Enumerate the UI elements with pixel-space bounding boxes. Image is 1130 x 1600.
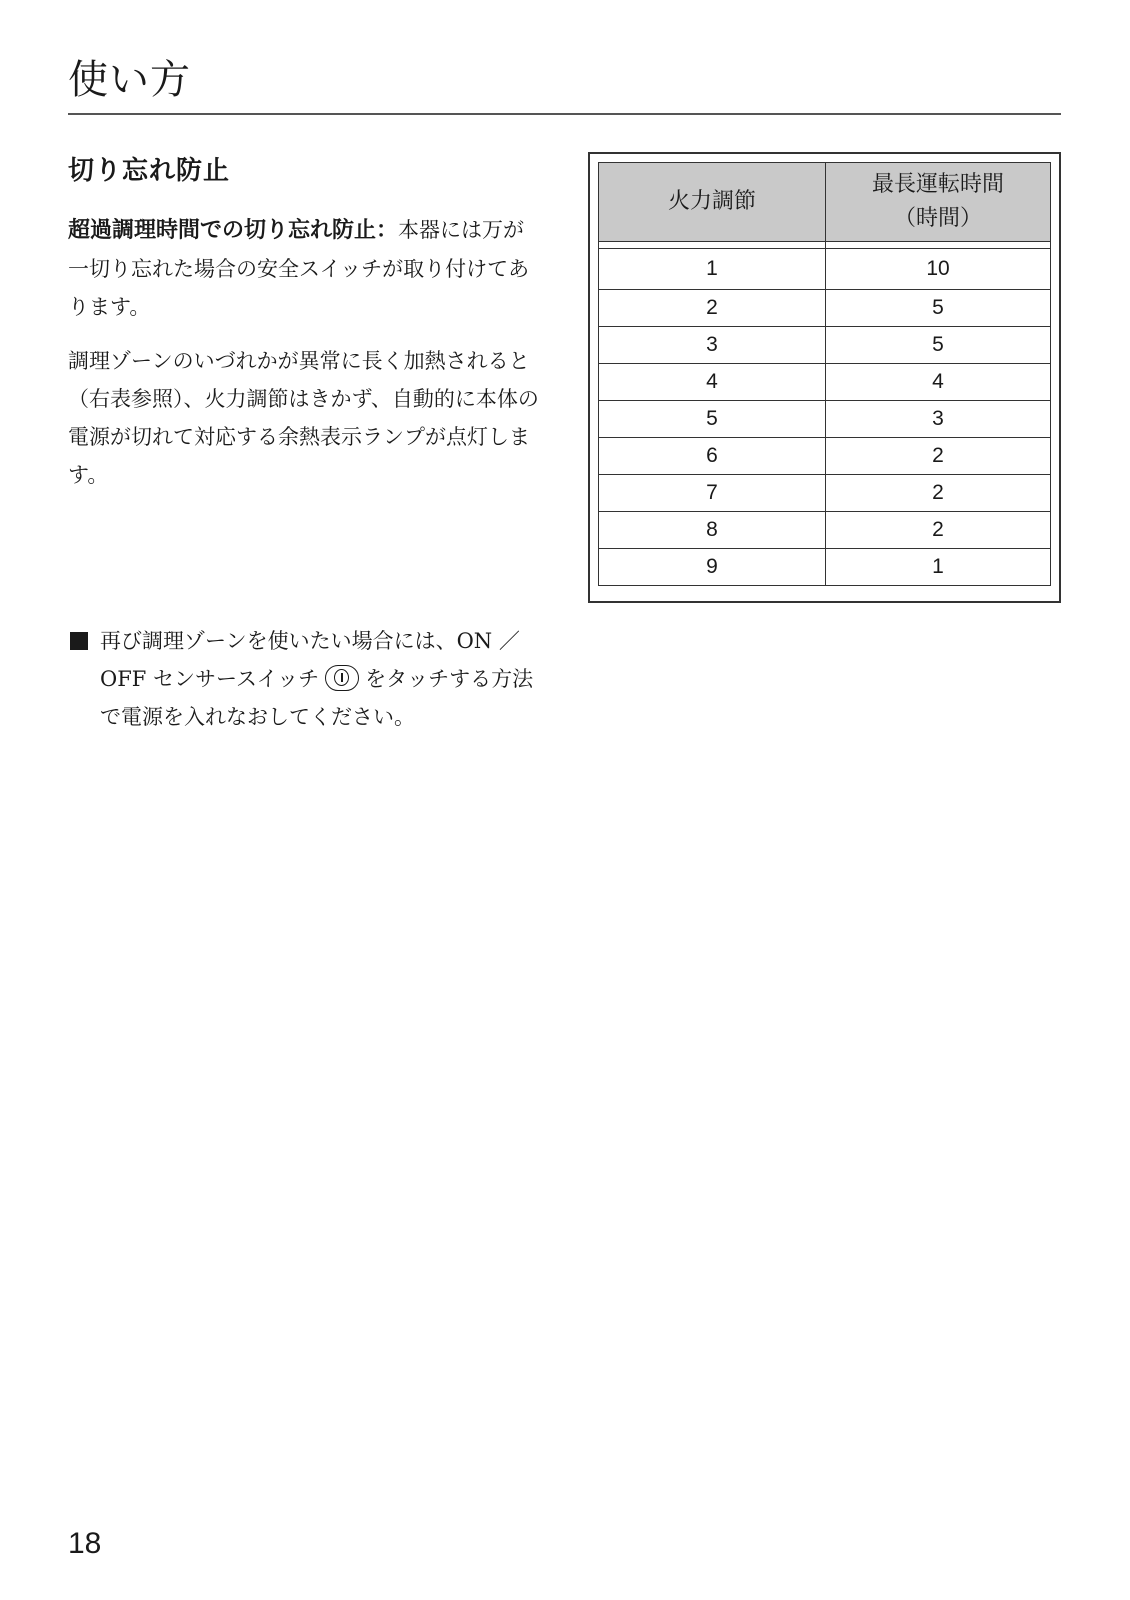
intro-paragraph <box>68 211 543 326</box>
power-level-cell: 4 <box>599 364 826 401</box>
power-level-cell: 7 <box>599 475 826 512</box>
power-level-cell: 9 <box>599 549 826 586</box>
restart-note <box>68 622 543 736</box>
table-body <box>599 242 1051 586</box>
max-hours-cell: 10 <box>826 249 1051 290</box>
header-power-level: 火力調節 <box>599 163 826 242</box>
table-row <box>599 327 1051 364</box>
intro-body: 本器には万が一切り忘れた場合の安全スイッチが取り付けてあります。 <box>68 218 530 319</box>
square-bullet-icon <box>70 632 88 650</box>
max-hours-cell: 5 <box>826 290 1051 327</box>
power-level-cell: 8 <box>599 512 826 549</box>
power-level-cell: 5 <box>599 401 826 438</box>
title-divider <box>68 113 1061 115</box>
table-row <box>599 549 1051 586</box>
max-hours-cell: 5 <box>826 327 1051 364</box>
power-level-cell: 6 <box>599 438 826 475</box>
max-runtime-table <box>598 162 1051 586</box>
restart-note-text-after: をタッチする方法で電源を入れなおしてください。 <box>100 667 534 729</box>
table-row <box>599 475 1051 512</box>
table-spacer-row <box>599 242 1051 249</box>
auto-shutoff-paragraph: 調理ゾーンのいづれかが異常に長く加熱されると（右表参照）、火力調節はきかず、自動的に本体の電源が切れて対応する余熱表示ランプが点灯します。 <box>68 349 539 487</box>
power-level-cell: 1 <box>599 249 826 290</box>
page-number: 18 <box>68 1527 102 1560</box>
max-hours-cell: 2 <box>826 438 1051 475</box>
intro-lead: 超過調理時間での切り忘れ防止： <box>68 218 399 243</box>
table-row <box>599 438 1051 475</box>
table-header-row <box>599 163 1051 242</box>
header-max-runtime <box>826 163 1051 242</box>
section-heading: 切り忘れ防止 <box>68 156 231 186</box>
max-hours-cell: 4 <box>826 364 1051 401</box>
page-title: 使い方 <box>68 57 191 103</box>
table-row <box>599 249 1051 290</box>
header-max-runtime-title: 最長運転時間 <box>871 172 1004 197</box>
table-row <box>599 364 1051 401</box>
max-hours-cell: 1 <box>826 549 1051 586</box>
table-row <box>599 512 1051 549</box>
power-level-cell: 2 <box>599 290 826 327</box>
table-row <box>599 290 1051 327</box>
header-max-runtime-unit: （時間） <box>893 206 982 231</box>
max-hours-cell: 2 <box>826 512 1051 549</box>
max-hours-cell: 3 <box>826 401 1051 438</box>
max-runtime-table-frame <box>588 152 1061 603</box>
restart-note-text-before: 再び調理ゾーンを使いたい場合には、ON ／ OFF センサースイッチ <box>100 629 520 691</box>
table-row <box>599 401 1051 438</box>
max-hours-cell: 2 <box>826 475 1051 512</box>
power-icon <box>325 665 359 691</box>
power-level-cell: 3 <box>599 327 826 364</box>
